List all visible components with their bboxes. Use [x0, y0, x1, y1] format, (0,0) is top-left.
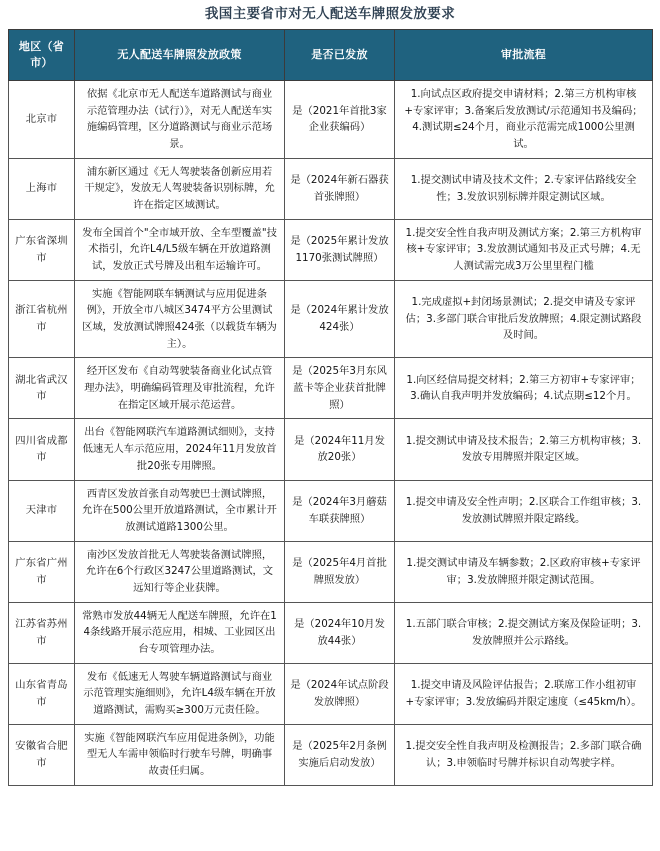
cell-policy: 浦东新区通过《无人驾驶装备创新应用若干规定》，发放无人驾驶装备识别标牌，允许在指定区域测试。 [75, 158, 285, 219]
cell-process: 1.提交申请及安全性声明；2.区联合工作组审核；3.发放测试牌照并限定路线。 [395, 480, 653, 541]
cell-issued: 是（2024年11月发放20张） [285, 419, 395, 480]
cell-issued: 是（2024年3月蘑菇车联获牌照） [285, 480, 395, 541]
column-header-process: 审批流程 [395, 30, 653, 81]
column-header-policy: 无人配送车牌照发放政策 [75, 30, 285, 81]
cell-policy: 南沙区发放首批无人驾驶装备测试牌照，允许在6个行政区3247公里道路测试，文远知行等企业获牌。 [75, 541, 285, 602]
cell-region: 安徽省合肥市 [9, 724, 75, 785]
column-header-region: 地区（省市） [9, 30, 75, 81]
cell-process: 1.完成虚拟+封闭场景测试；2.提交申请及专家评估；3.多部门联合审批后发放牌照；4.限定测试路段及时间。 [395, 280, 653, 358]
cell-region: 山东省青岛市 [9, 663, 75, 724]
cell-region: 天津市 [9, 480, 75, 541]
cell-policy: 发布《低速无人驾驶车辆道路测试与商业示范管理实施细则》，允许L4级车辆在开放道路测试，需购买≥300万元责任险。 [75, 663, 285, 724]
column-header-issued: 是否已发放 [285, 30, 395, 81]
cell-process: 1.向区经信局提交材料；2.第三方初审+专家评审；3.确认自我声明并发放编码；4.试点期≤12个月。 [395, 358, 653, 419]
cell-region: 北京市 [9, 81, 75, 159]
cell-issued: 是（2025年累计发放1170张测试牌照） [285, 219, 395, 280]
table-row [9, 158, 653, 219]
table-row [9, 81, 653, 159]
cell-process: 1.提交安全性自我声明及测试方案；2.第三方机构审核+专家评审；3.发放测试通知书及正式号牌；4.无人测试需完成3万公里里程门槛 [395, 219, 653, 280]
cell-policy: 西青区发放首张自动驾驶巴士测试牌照，允许在500公里开放道路测试，全市累计开放测试道路1300公里。 [75, 480, 285, 541]
cell-issued: 是（2021年首批3家企业获编码） [285, 81, 395, 159]
cell-process: 1.向试点区政府提交申请材料；2.第三方机构审核+专家评审；3.备案后发放测试/示范通知书及编码；4.测试期≤24个月，商业示范需完成1000公里测试。 [395, 81, 653, 159]
cell-policy: 出台《智能网联汽车道路测试细则》，支持低速无人车示范应用，2024年11月发放首批20张专用牌照。 [75, 419, 285, 480]
cell-issued: 是（2025年4月首批牌照发放） [285, 541, 395, 602]
table-header [9, 30, 653, 81]
cell-region: 浙江省杭州市 [9, 280, 75, 358]
table-row [9, 219, 653, 280]
license-requirements-table [8, 29, 653, 785]
cell-region: 湖北省武汉市 [9, 358, 75, 419]
cell-issued: 是（2024年新石器获首张牌照） [285, 158, 395, 219]
table-row [9, 724, 653, 785]
table-header-row [9, 30, 653, 81]
table-row [9, 480, 653, 541]
cell-policy: 发布全国首个"全市域开放、全车型覆盖"技术指引，允许L4/L5级车辆在开放道路测试，发放正式号牌及出租车运输许可。 [75, 219, 285, 280]
cell-issued: 是（2025年3月东风蓝卡等企业获首批牌照） [285, 358, 395, 419]
cell-region: 广东省深圳市 [9, 219, 75, 280]
cell-region: 江苏省苏州市 [9, 602, 75, 663]
cell-issued: 是（2024年试点阶段发放牌照） [285, 663, 395, 724]
table-row [9, 358, 653, 419]
table-body [9, 81, 653, 786]
cell-region: 四川省成都市 [9, 419, 75, 480]
cell-process: 1.提交安全性自我声明及检测报告；2.多部门联合确认；3.申领临时号牌并标识自动驾驶字样。 [395, 724, 653, 785]
table-row [9, 541, 653, 602]
cell-process: 1.提交申请及风险评估报告；2.联席工作小组初审+专家评审；3.发放编码并限定速度（≤45km/h）。 [395, 663, 653, 724]
cell-issued: 是（2024年10月发放44张） [285, 602, 395, 663]
table-row [9, 280, 653, 358]
table-row [9, 419, 653, 480]
cell-region: 广东省广州市 [9, 541, 75, 602]
cell-process: 1.提交测试申请及技术报告；2.第三方机构审核；3.发放专用牌照并限定区域。 [395, 419, 653, 480]
cell-policy: 依据《北京市无人配送车道路测试与商业示范管理办法（试行）》，对无人配送车实施编码管理，区分道路测试与商业示范场景。 [75, 81, 285, 159]
cell-policy: 经开区发布《自动驾驶装备商业化试点管理办法》，明确编码管理及审批流程，允许在指定区域开展示范运营。 [75, 358, 285, 419]
cell-process: 1.五部门联合审核；2.提交测试方案及保险证明；3.发放牌照并公示路线。 [395, 602, 653, 663]
cell-issued: 是（2024年累计发放424张） [285, 280, 395, 358]
cell-issued: 是（2025年2月条例实施后启动发放） [285, 724, 395, 785]
table-row [9, 602, 653, 663]
cell-process: 1.提交测试申请及车辆参数；2.区政府审核+专家评审；3.发放牌照并限定测试范围。 [395, 541, 653, 602]
cell-policy: 常熟市发放44辆无人配送车牌照，允许在14条线路开展示范应用，相城、工业园区出台专项管理办法。 [75, 602, 285, 663]
cell-process: 1.提交测试申请及技术文件；2.专家评估路线安全性；3.发放识别标牌并限定测试区域。 [395, 158, 653, 219]
cell-policy: 实施《智能网联车辆测试与应用促进条例》，开放全市八城区3474平方公里测试区域，发放测试牌照424张（以载货车辆为主）。 [75, 280, 285, 358]
page-title: 我国主要省市对无人配送车牌照发放要求 [204, 6, 456, 22]
table-row [9, 663, 653, 724]
table-container [0, 29, 660, 785]
cell-policy: 实施《智能网联汽车应用促进条例》，功能型无人车需申领临时行驶车号牌，明确事故责任归属。 [75, 724, 285, 785]
cell-region: 上海市 [9, 158, 75, 219]
